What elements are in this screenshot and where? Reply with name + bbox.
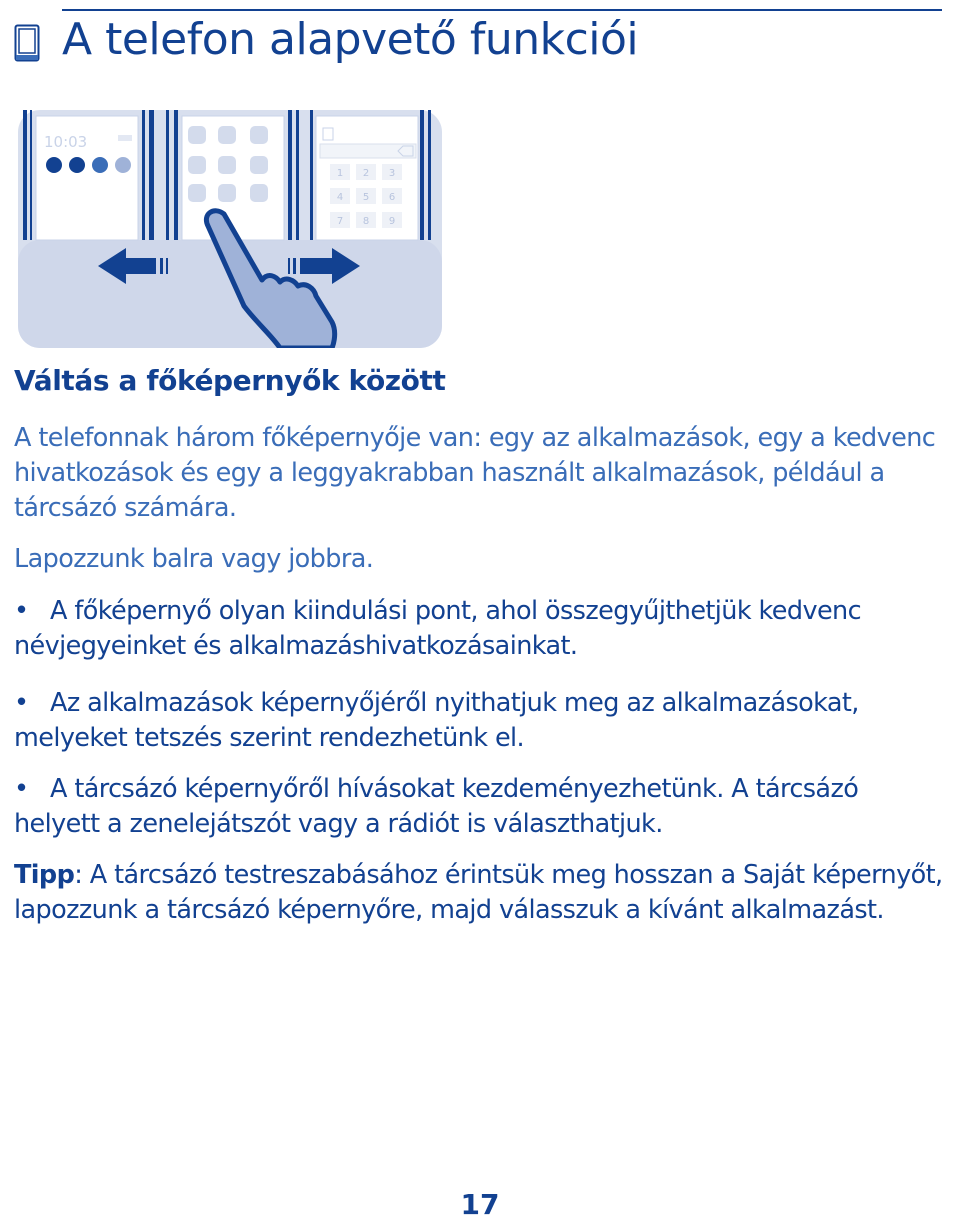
key-9: 9 (388, 216, 396, 227)
bullet-dialer-screen (14, 772, 946, 842)
bullet-text: A főképernyő olyan kiindulási pont, ahol összegyűjthetjük kedvenc névjegyeinket és alkalmazáshivatkozásainkat. (14, 596, 862, 661)
tip-paragraph (14, 858, 946, 928)
section-heading: Váltás a főképernyők között (14, 364, 446, 397)
key-6: 6 (388, 192, 396, 203)
bullet-marker: • (14, 774, 29, 804)
bullet-home-screen (14, 594, 946, 664)
tip-label: Tipp (14, 860, 75, 890)
tip-text: : A tárcsázó testreszabásához érintsük meg hosszan a Saját képernyőt, lapozzunk a tárcsázó képernyőre, majd válasszuk a kívánt alkalmazást. (14, 860, 943, 925)
bullet-text: Az alkalmazások képernyőjéről nyithatjuk meg az alkalmazásokat, melyeket tetszés szerint rendezhetünk el. (14, 688, 859, 753)
swipe-instruction: Lapozzunk balra vagy jobbra. (14, 544, 374, 574)
key-1: 1 (336, 168, 344, 179)
top-rule (62, 9, 942, 11)
key-4: 4 (336, 192, 344, 203)
bullet-marker: • (14, 596, 29, 626)
home-screens-illustration (18, 110, 442, 348)
key-2: 2 (362, 168, 370, 179)
phone-screen-apps (166, 110, 299, 240)
phone-screen-favorites (23, 110, 154, 240)
bullet-apps-screen (14, 686, 946, 756)
bullet-text: A tárcsázó képernyőről hívásokat kezdeményezhetünk. A tárcsázó helyett a zenelejátszót vagy a rádiót is választhatjuk. (14, 774, 859, 839)
phone-icon (14, 24, 40, 62)
intro-paragraph: A telefonnak három főképernyője van: egy az alkalmazások, egy a kedvenc hivatkozások és egy a leggyakrabban használt alkalmazások, például a tárcsázó számára. (14, 423, 936, 523)
page-number: 17 (460, 1188, 500, 1221)
key-8: 8 (362, 216, 370, 227)
page-title: A telefon alapvető funkciói (62, 14, 639, 65)
phone-screen-dialer (310, 110, 431, 240)
key-7: 7 (336, 216, 344, 227)
bullet-marker: • (14, 688, 29, 718)
key-5: 5 (362, 192, 370, 203)
clock-label: 10:03 (44, 133, 88, 151)
key-3: 3 (388, 168, 396, 179)
